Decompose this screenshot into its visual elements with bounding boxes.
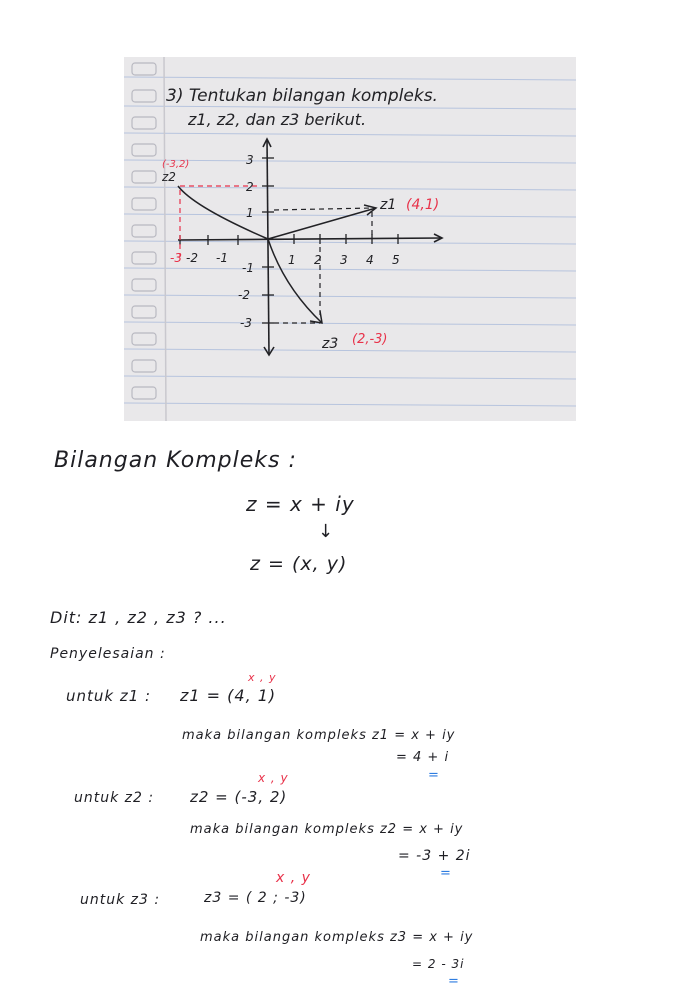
z2-coordinate: (-3,2)	[162, 159, 190, 170]
z1-equation: z1 = (4, 1)	[180, 686, 277, 705]
z3-equation: z3 = ( 2 ; -3)	[204, 890, 307, 906]
x-tick-neg-2: -2	[186, 251, 198, 265]
x-tick-5: 5	[392, 253, 400, 267]
x-tick-4: 4	[366, 253, 374, 267]
z3-xy-marker: x , y	[276, 870, 311, 886]
z2-equation: z2 = (-3, 2)	[190, 788, 288, 806]
notebook-photo-drawing	[124, 57, 576, 421]
z2-label: z2	[162, 170, 176, 184]
z1-xy-marker: x , y	[248, 671, 277, 684]
z2-answer-mark: =	[440, 866, 452, 881]
z3-maka-line: maka bilangan kompleks z3 = x + iy	[200, 930, 474, 945]
question-line-1: 3) Tentukan bilangan kompleks.	[166, 86, 438, 106]
z1-coordinate: (4,1)	[406, 197, 440, 213]
notebook-photo	[124, 57, 576, 421]
z3-section-label: untuk z3 :	[80, 892, 161, 908]
arrow-down-icon: ↓	[318, 521, 335, 542]
formula-2: z = (x, y)	[250, 553, 348, 575]
y-tick-neg-1: -1	[242, 261, 254, 275]
penyelesaian-label: Penyelesaian :	[50, 646, 166, 662]
formula-1: z = x + iy	[246, 492, 355, 516]
y-tick-neg-3: -3	[240, 316, 252, 330]
question-line-2: z1, z2, dan z3 berikut.	[188, 110, 367, 129]
z2-result: = -3 + 2i	[398, 848, 471, 864]
x-tick-neg-1: -1	[216, 251, 228, 265]
z2-maka-line: maka bilangan kompleks z2 = x + iy	[190, 822, 464, 837]
y-tick-neg-2: -2	[238, 288, 250, 302]
z2-section-label: untuk z2 :	[74, 790, 155, 806]
z3-result: = 2 - 3i	[412, 957, 465, 971]
z1-section-label: untuk z1 :	[66, 687, 152, 705]
z2-xy-marker: x , y	[258, 771, 289, 785]
z1-label: z1	[380, 197, 397, 213]
z3-label: z3	[322, 336, 339, 352]
y-tick-2: 2	[246, 180, 254, 194]
y-tick-3: 3	[246, 153, 254, 167]
x-tick-1: 1	[288, 253, 296, 267]
x-tick-2: 2	[314, 253, 322, 267]
z3-coordinate: (2,-3)	[352, 332, 388, 347]
notes-heading: Bilangan Kompleks :	[54, 448, 297, 473]
z1-maka-line: maka bilangan kompleks z1 = x + iy	[182, 728, 456, 743]
y-tick-1: 1	[246, 206, 254, 220]
z1-result: = 4 + i	[396, 750, 450, 765]
z3-answer-mark: =	[448, 974, 460, 989]
z1-answer-mark: =	[428, 768, 440, 783]
dit-line: Dit: z1 , z2 , z3 ? ...	[50, 608, 227, 627]
x-tick-neg-3: -3	[170, 251, 182, 265]
x-tick-3: 3	[340, 253, 348, 267]
